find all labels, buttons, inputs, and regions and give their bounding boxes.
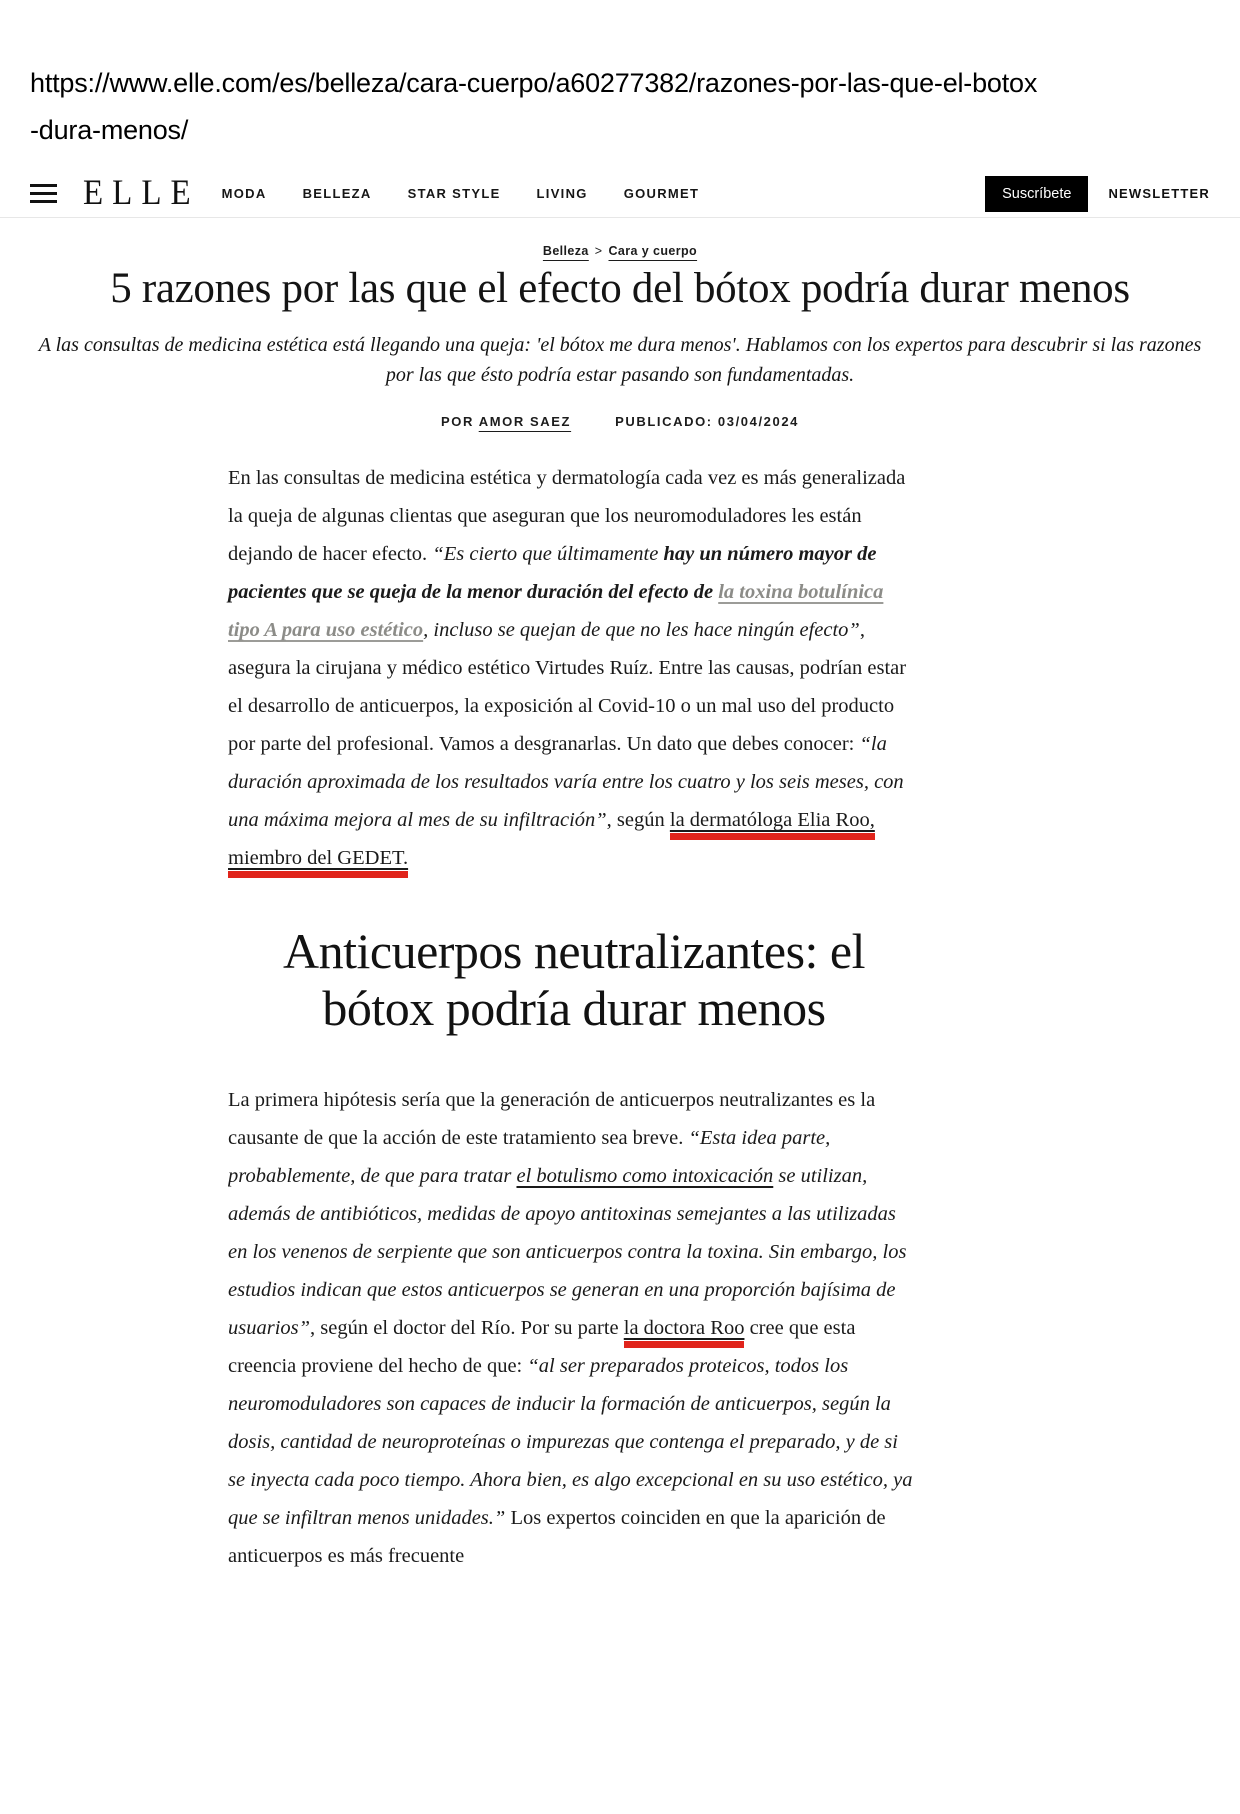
- paragraph1-text: , según: [606, 809, 670, 831]
- nav-item-moda[interactable]: MODA: [221, 186, 267, 201]
- breadcrumb-link-cara-y-cuerpo[interactable]: Cara y cuerpo: [608, 244, 698, 258]
- paragraph1-text: En las consultas de medicina estética y dermatología cada vez es más generalizada la queja de algunas clientas que aseguran que los neuromoduladores les están dejando de hacer efecto.: [228, 467, 906, 565]
- article-body: [228, 459, 920, 1593]
- breadcrumb: [0, 244, 1240, 258]
- subscribe-button[interactable]: Suscríbete: [985, 176, 1088, 212]
- link-botulismo-intoxicacion[interactable]: el botulismo como intoxicación: [516, 1165, 774, 1187]
- quote-text: , incluso se quejan de que no les hace ningún efecto”: [423, 619, 860, 641]
- paragraph2-text: , según el doctor del Río. Por su parte: [310, 1317, 624, 1339]
- quote-bold-text: hay un número mayor de pacientes que se queja de la menor duración del efecto de: [228, 543, 877, 603]
- nav-item-star-style[interactable]: STAR STYLE: [407, 186, 501, 201]
- site-header: [0, 170, 1240, 218]
- byline-author-group: [441, 414, 571, 429]
- quote-text: “al ser preparados proteicos, todos los neuromoduladores son capaces de inducir la formación de anticuerpos, según la dosis, cantidad de neuroproteínas o impurezas que contenga el preparado, y de si se inyecta cada poco tiempo. Ahora bien, es algo excepcional en su uso estético, ya que se infiltran menos unidades.”: [228, 1355, 913, 1529]
- hamburger-bar: [30, 184, 57, 187]
- newsletter-link[interactable]: NEWSLETTER: [1108, 186, 1210, 201]
- link-toxina-botulinica[interactable]: la toxina botulínica tipo A para uso estético: [228, 581, 884, 641]
- paragraph-2-clipped-region: [228, 1081, 920, 1593]
- publish-date: PUBLICADO: 03/04/2024: [615, 414, 799, 429]
- page-url-text: https://www.elle.com/es/belleza/cara-cuerpo/a60277382/razones-por-las-que-el-botox-dura-menos/: [30, 68, 1038, 145]
- nav-item-gourmet[interactable]: GOURMET: [623, 186, 700, 201]
- link-elia-roo-red-underlined[interactable]: la dermatóloga Elia Roo, miembro del GEDET.: [228, 809, 875, 878]
- byline: [0, 414, 1240, 429]
- breadcrumb-link-belleza[interactable]: Belleza: [542, 244, 589, 258]
- article-paragraph-2: [228, 1081, 920, 1575]
- hamburger-bar: [30, 192, 57, 195]
- menu-hamburger-icon[interactable]: [30, 184, 57, 203]
- quote-text: se utilizan, además de antibióticos, medidas de apoyo antitoxinas semejantes a las utilizadas en los venenos de serpiente que son anticuerpos contra la toxina. Sin embargo, los estudios indican que estos anticuerpos se generan en una proporción bajísima de usuarios”: [228, 1165, 907, 1339]
- quote-text: “Es cierto que últimamente: [432, 543, 664, 565]
- article-title: 5 razones por las que el efecto del bótox podría durar menos: [110, 265, 1130, 312]
- byline-prefix: POR: [440, 414, 474, 429]
- link-doctora-roo-red-underlined[interactable]: la doctora Roo: [624, 1317, 745, 1348]
- header-right: [985, 176, 1210, 212]
- section-heading: Anticuerpos neutralizantes: el bótox podría durar menos: [283, 923, 865, 1036]
- elle-logo[interactable]: ELLE: [83, 173, 200, 213]
- quote-text: “la duración aproximada de los resultados varía entre los cuatro y los seis meses, con una máxima mejora al mes de su infiltración”: [228, 733, 904, 831]
- main-nav: [222, 186, 700, 201]
- article-paragraph-1: [228, 459, 920, 877]
- nav-item-belleza[interactable]: BELLEZA: [302, 186, 372, 201]
- paragraph2-text-cutoff: Los expertos coinciden en que la aparición de anticuerpos es más frecuente: [228, 1507, 886, 1567]
- hamburger-bar: [30, 200, 57, 203]
- paragraph1-text: , asegura la cirujana y médico estético Virtudes Ruíz. Entre las causas, podrían estar el desarrollo de anticuerpos, la exposición al Covid-10 o un mal uso del producto por parte del profesional. Vamos a desgranarlas. Un dato que debes conocer:: [228, 619, 907, 755]
- nav-item-living[interactable]: LIVING: [536, 186, 588, 201]
- breadcrumb-separator: >: [594, 244, 603, 258]
- paragraph2-text: La primera hipótesis sería que la generación de anticuerpos neutralizantes es la causante de que la acción de este tratamiento sea breve.: [228, 1089, 876, 1149]
- author-link[interactable]: AMOR SAEZ: [478, 414, 572, 429]
- article-subtitle: A las consultas de medicina estética está llegando una queja: 'el bótox me dura menos'. Hablamos con los expertos para descubrir si las razones por las que ésto podría estar pasando son fundamentadas.: [38, 334, 1202, 386]
- quote-text: “Esta idea parte, probablemente, de que para tratar: [228, 1127, 831, 1187]
- paragraph2-text: cree que esta creencia proviene del hecho de que:: [228, 1317, 856, 1377]
